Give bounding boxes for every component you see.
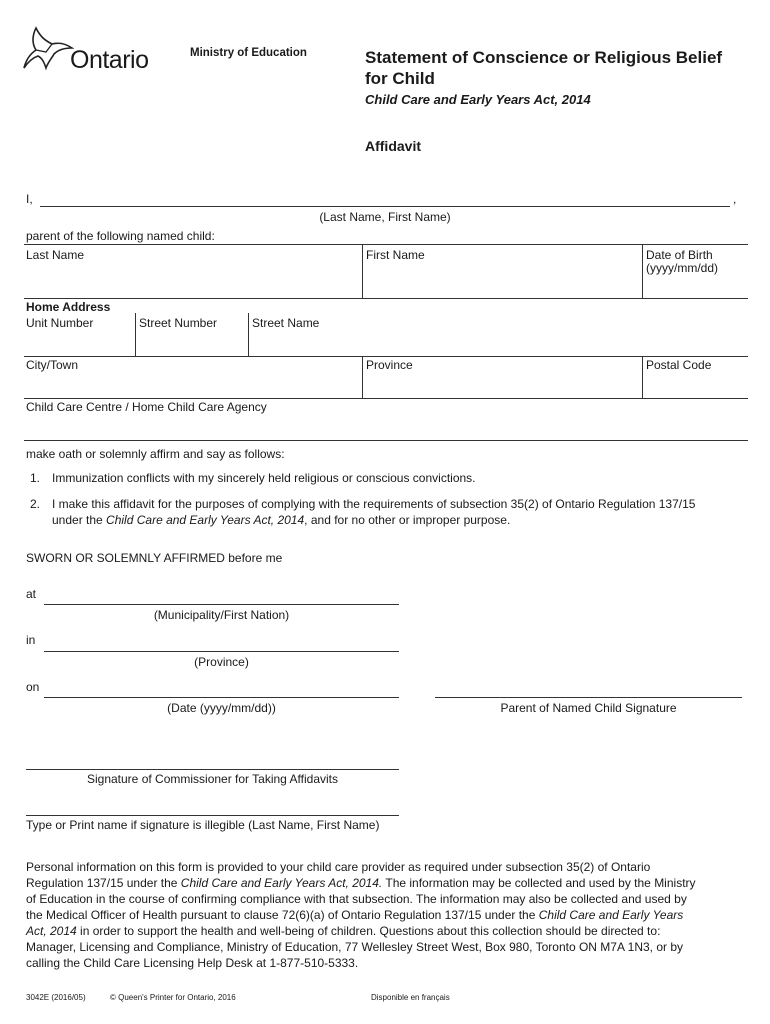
agency-label: Child Care Centre / Home Child Care Agency	[26, 400, 267, 414]
sworn-heading: SWORN OR SOLEMNLY AFFIRMED before me	[26, 551, 283, 565]
privacy-line: Manager, Licensing and Compliance, Ministry of Education, 77 Wellesley Street West, Box 980, Toronto ON M7A 1N3, or by	[26, 940, 683, 954]
privacy-line: Personal information on this form is provided to your child care provider as required under subsection 35(2) of Ontario	[26, 860, 651, 874]
province-label: Province	[366, 358, 413, 372]
street-name-label: Street Name	[252, 316, 320, 330]
street-number-field[interactable]	[136, 331, 248, 355]
home-address-heading: Home Address	[26, 300, 111, 314]
child-last-name-label: Last Name	[26, 248, 85, 262]
parent-text: parent of the following named child:	[26, 229, 215, 243]
unit-number-label: Unit Number	[26, 316, 94, 330]
privacy-line: the Medical Officer of Health pursuant to clause 72(6)(a) of Ontario Regulation 137/15 under the Child Care and Early Years	[26, 908, 684, 922]
print-name-field[interactable]	[26, 815, 399, 816]
sworn-date-caption: (Date (yyyy/mm/dd))	[167, 701, 276, 715]
declarant-prefix: I,	[26, 192, 33, 206]
oath-item1-number: 1.	[30, 471, 41, 485]
municipality-field[interactable]	[44, 604, 399, 605]
form-number: 3042E (2016/05)	[26, 993, 86, 1002]
at-label: at	[26, 587, 37, 601]
print-name-caption: Type or Print name if signature is illegible (Last Name, First Name)	[26, 818, 380, 832]
form-title-line1: Statement of Conscience or Religious Belief	[365, 48, 723, 67]
declarant-suffix: ,	[733, 192, 737, 206]
form-title-line2: for Child	[365, 69, 435, 88]
province-field[interactable]	[363, 373, 642, 397]
agency-field[interactable]	[24, 415, 748, 439]
affidavit-heading: Affidavit	[365, 138, 421, 154]
copyright: © Queen's Printer for Ontario, 2016	[110, 993, 236, 1002]
french-availability: Disponible en français	[371, 993, 450, 1002]
oath-item2-line2: under the Child Care and Early Years Act, 2014, and for no other or improper purpose.	[52, 513, 511, 527]
child-first-name-field[interactable]	[363, 262, 642, 296]
parent-signature-caption: Parent of Named Child Signature	[500, 701, 677, 715]
parent-signature-field[interactable]	[435, 697, 742, 698]
dob-field[interactable]	[643, 276, 747, 296]
dob-label: Date of Birth	[646, 248, 713, 262]
declarant-name-field[interactable]	[40, 206, 730, 207]
city-label: City/Town	[26, 358, 79, 372]
municipality-caption: (Municipality/First Nation)	[153, 608, 290, 622]
street-name-field[interactable]	[249, 331, 747, 355]
commissioner-signature-caption: Signature of Commissioner for Taking Affidavits	[86, 772, 338, 786]
oath-item1-text: Immunization conflicts with my sincerely held religious or conscious convictions.	[52, 471, 476, 485]
act-subtitle: Child Care and Early Years Act, 2014	[365, 92, 591, 107]
ontario-trillium-logo-icon	[22, 24, 74, 74]
street-number-label: Street Number	[139, 316, 218, 330]
in-label: in	[26, 633, 36, 647]
commissioner-signature-field[interactable]	[26, 769, 399, 770]
ontario-wordmark: Ontario	[70, 46, 149, 74]
city-field[interactable]	[24, 373, 362, 397]
privacy-line: Act, 2014 in order to support the health and well-being of children. Questions about this collection should be directed to:	[26, 924, 661, 938]
oath-intro: make oath or solemnly affirm and say as follows:	[26, 447, 285, 461]
child-first-name-label: First Name	[366, 248, 425, 262]
postal-code-field[interactable]	[643, 373, 747, 397]
child-last-name-field[interactable]	[24, 262, 362, 296]
sworn-province-field[interactable]	[44, 651, 399, 652]
privacy-line: Regulation 137/15 under the Child Care and Early Years Act, 2014. The information may be collected and used by the Ministry	[26, 876, 696, 890]
on-label: on	[26, 680, 40, 694]
unit-number-field[interactable]	[24, 331, 135, 355]
postal-code-label: Postal Code	[646, 358, 712, 372]
dob-format: (yyyy/mm/dd)	[646, 261, 718, 275]
oath-item2-number: 2.	[30, 497, 41, 511]
ministry-name: Ministry of Education	[190, 47, 307, 59]
oath-item2-line1: I make this affidavit for the purposes of complying with the requirements of subsection 35(2) of Ontario Regulation 137/15	[52, 497, 696, 511]
privacy-line: calling the Child Care Licensing Help Desk at 1-877-510-5333.	[26, 956, 359, 970]
sworn-date-field[interactable]	[44, 697, 399, 698]
declarant-caption: (Last Name, First Name)	[319, 210, 451, 224]
privacy-line: of Education in the course of confirming compliance with that subsection. The information may also be collected and used by	[26, 892, 687, 906]
sworn-province-caption: (Province)	[194, 655, 249, 669]
